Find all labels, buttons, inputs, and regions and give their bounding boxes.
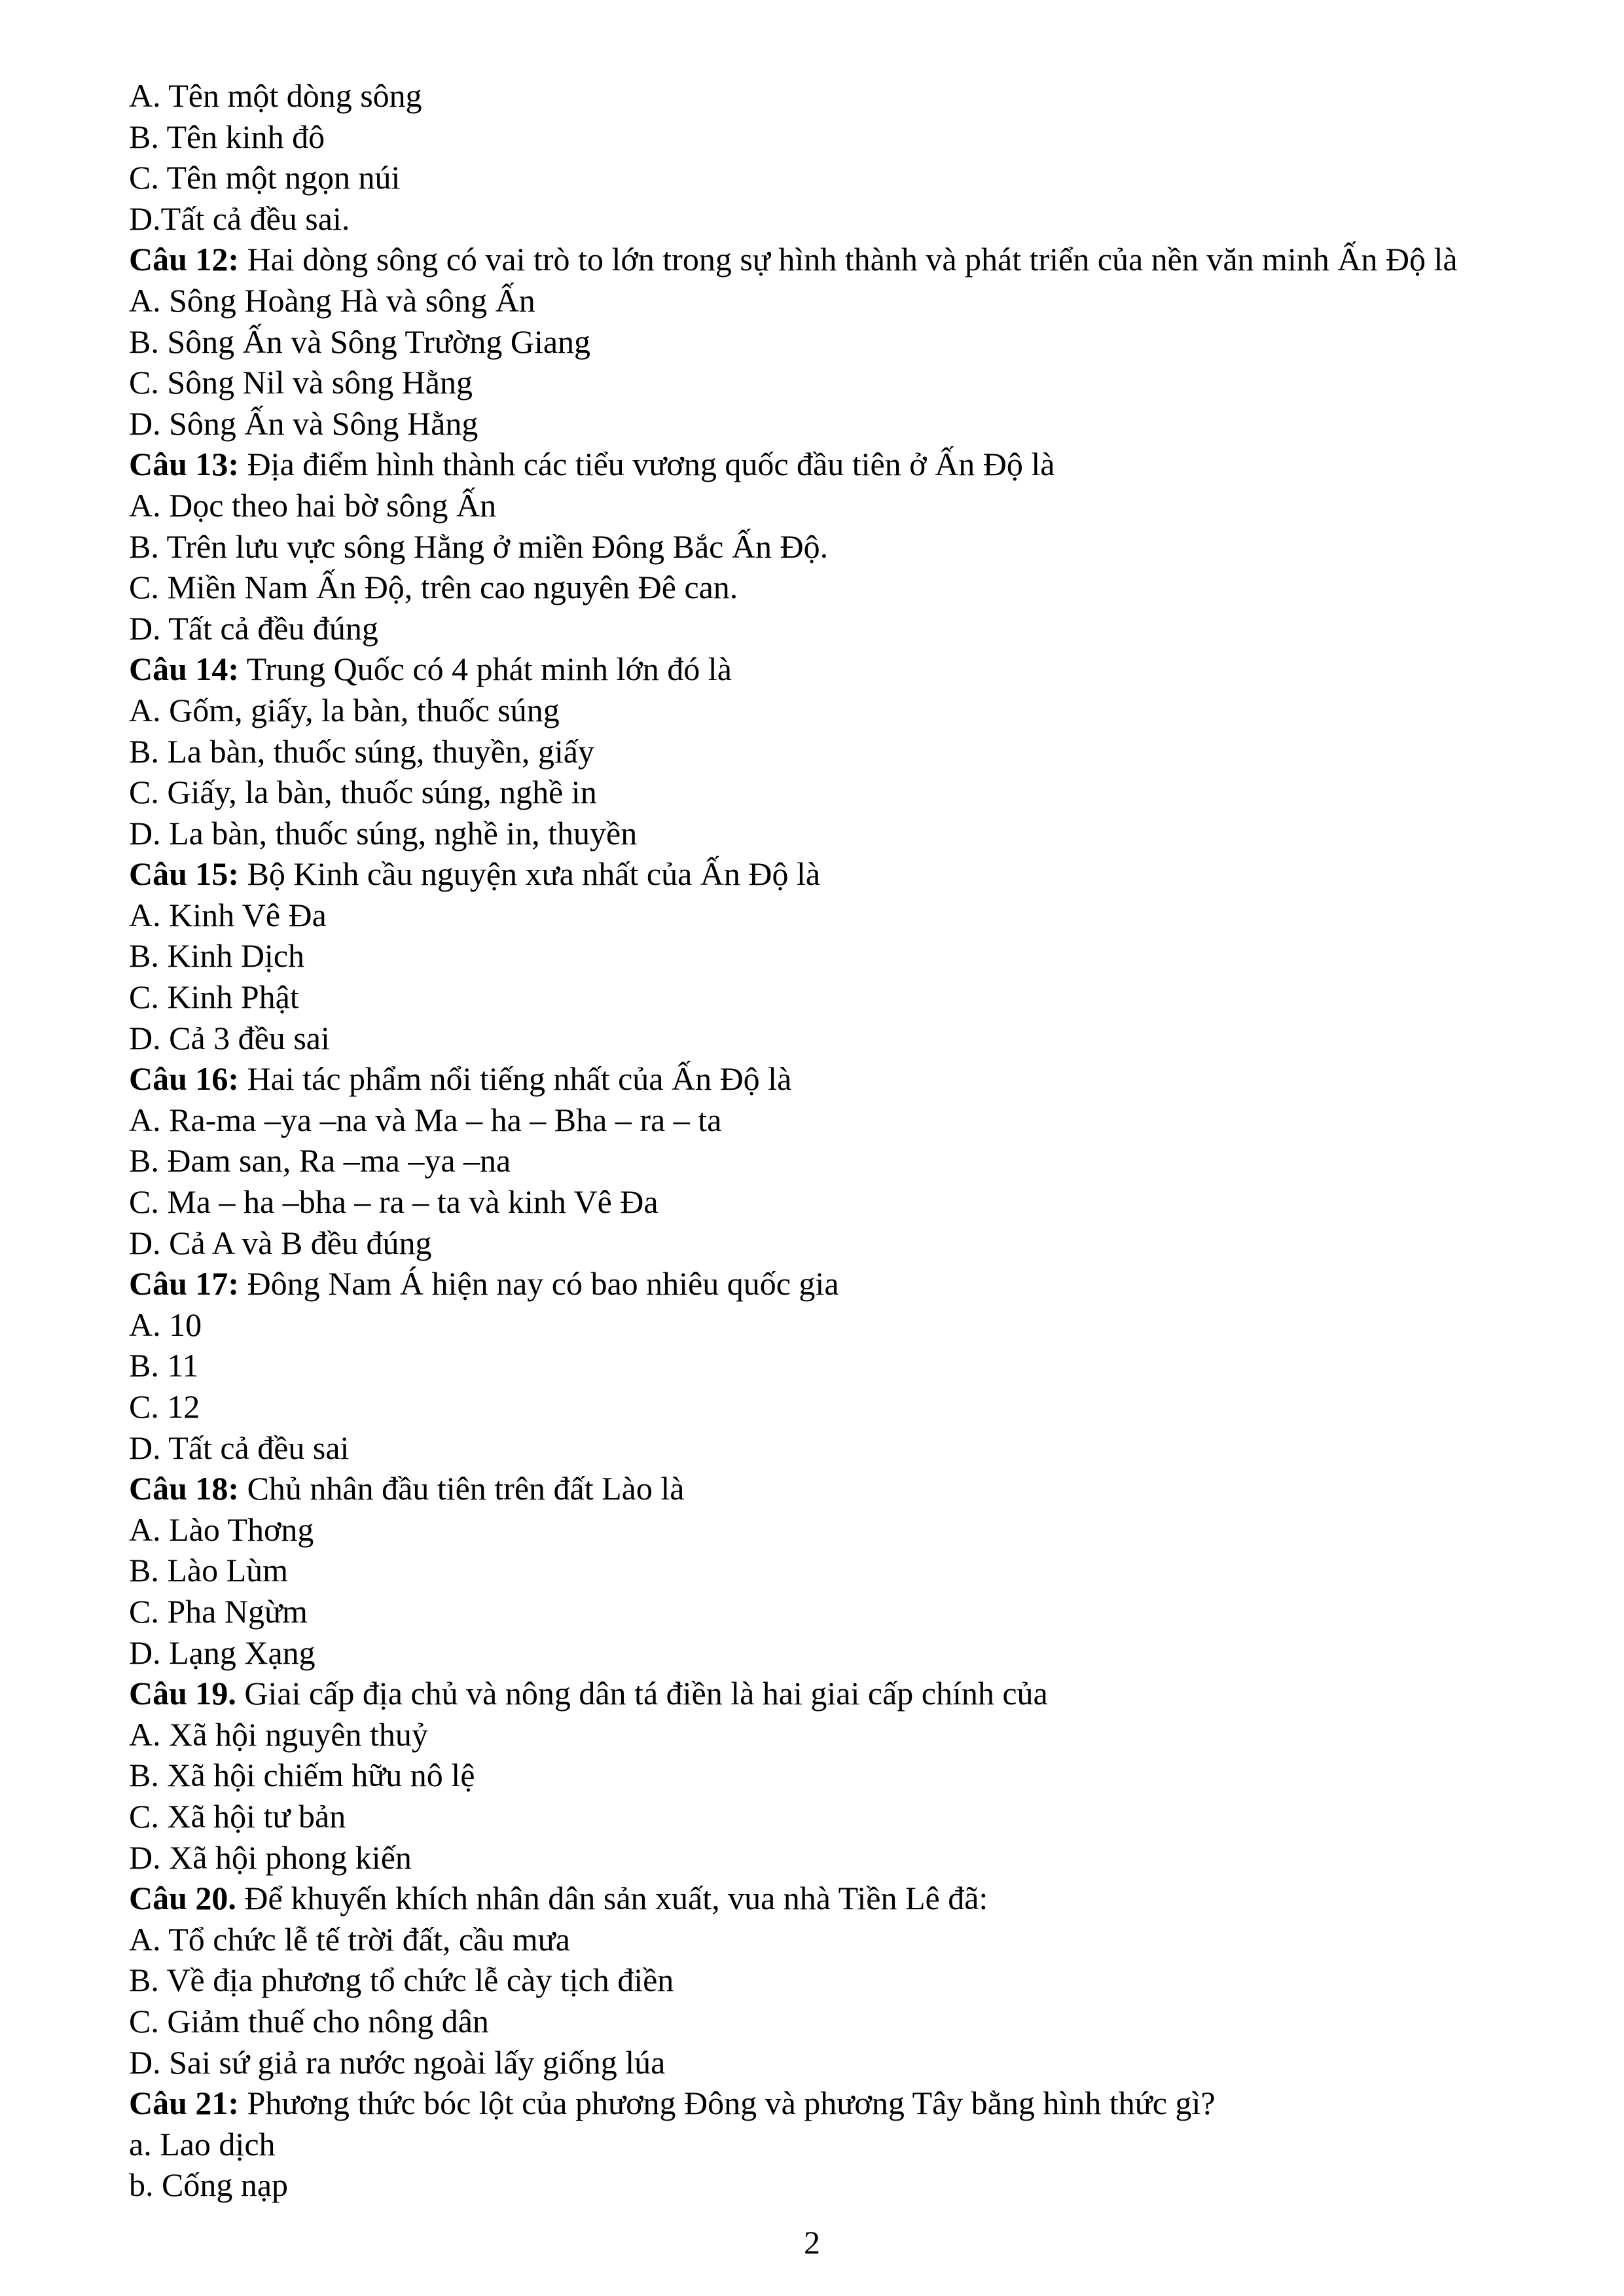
option-line: B. La bàn, thuốc súng, thuyền, giấy xyxy=(129,732,594,770)
option-line: A. 10 xyxy=(129,1306,202,1343)
question-text: Hai tác phẩm nổi tiếng nhất của Ấn Độ là xyxy=(239,1060,792,1098)
option-line: D. Xã hội phong kiến xyxy=(129,1839,412,1876)
question-text: Địa điểm hình thành các tiểu vương quốc đầu tiên ở Ấn Độ là xyxy=(239,446,1055,483)
option-line: D. Lạng Xạng xyxy=(129,1634,316,1671)
option-line: a. Lao dịch xyxy=(129,2125,276,2162)
question-text: Trung Quốc có 4 phát minh lớn đó là xyxy=(239,651,732,688)
question-stem xyxy=(129,1058,1595,1100)
option-line: A. Sông Hoàng Hà và sông Ấn xyxy=(129,281,535,319)
option-line: A. Xã hội nguyên thuỷ xyxy=(129,1715,428,1753)
option-line: b. Cống nạp xyxy=(129,2166,289,2204)
question-text: Chủ nhân đầu tiên trên đất Lào là xyxy=(239,1470,685,1507)
option-line: A. Kinh Vê Đa xyxy=(129,896,327,933)
question-text: Bộ Kinh cầu nguyện xưa nhất của Ấn Độ là xyxy=(239,855,821,893)
page-number: 2 xyxy=(804,2224,820,2261)
option-line: A. Gốm, giấy, la bàn, thuốc súng xyxy=(129,691,560,728)
option-line: C. Giảm thuế cho nông dân xyxy=(129,2002,489,2039)
option-line: C. Pha Ngừm xyxy=(129,1592,308,1630)
question-stem xyxy=(129,2083,1595,2124)
option-line: C. Miền Nam Ấn Độ, trên cao nguyên Đê can. xyxy=(129,569,738,606)
option-line: A. Dọc theo hai bờ sông Ấn xyxy=(129,486,497,524)
question-text: Đông Nam Á hiện nay có bao nhiêu quốc gia xyxy=(239,1265,839,1302)
question-stem xyxy=(129,853,1595,895)
question-label: Câu 20. xyxy=(129,1880,236,1917)
option-line: C. Kinh Phật xyxy=(129,978,299,1016)
question-label: Câu 21: xyxy=(129,2085,240,2122)
option-line: D. Sai sứ giả ra nước ngoài lấy giống lúa xyxy=(129,2043,666,2081)
option-line: C. 12 xyxy=(129,1388,200,1425)
option-line: B. Sông Ấn và Sông Trường Giang xyxy=(129,323,591,360)
question-label: Câu 15: xyxy=(129,855,240,893)
option-line: C. Ma – ha –bha – ra – ta và kinh Vê Đa xyxy=(129,1183,659,1221)
option-line: D.Tất cả đều sai. xyxy=(129,200,350,237)
question-text: Hai dòng sông có vai trò to lớn trong sự hình thành và phát triển của nền văn minh Ấn Độ là xyxy=(239,241,1458,278)
question-stem xyxy=(129,1263,1595,1304)
option-line: D. Cả A và B đều đúng xyxy=(129,1224,432,1261)
question-list xyxy=(129,75,1595,2206)
question-stem xyxy=(129,1468,1595,1509)
option-line: D. Tất cả đều đúng xyxy=(129,609,378,647)
option-line: B. 11 xyxy=(129,1347,199,1384)
option-line: D. La bàn, thuốc súng, nghề in, thuyền xyxy=(129,814,638,852)
option-line: B. Đam san, Ra –ma –ya –na xyxy=(129,1142,511,1179)
option-line: B. Lào Lùm xyxy=(129,1552,289,1589)
question-label: Câu 17: xyxy=(129,1265,240,1302)
question-label: Câu 18: xyxy=(129,1470,240,1507)
question-stem xyxy=(129,239,1595,280)
option-line: C. Xã hội tư bản xyxy=(129,1797,346,1835)
option-line: D. Cả 3 đều sai xyxy=(129,1019,330,1056)
question-stem xyxy=(129,1673,1595,1714)
question-text: Phương thức bóc lột của phương Đông và phương Tây bằng hình thức gì? xyxy=(239,2085,1216,2122)
option-line: B. Trên lưu vực sông Hằng ở miền Đông Bắc Ấn Độ. xyxy=(129,528,829,565)
option-line: D. Sông Ấn và Sông Hằng xyxy=(129,404,478,442)
option-line: C. Sông Nil và sông Hằng xyxy=(129,364,473,401)
option-line: B. Kinh Dịch xyxy=(129,937,305,975)
option-line: A. Ra-ma –ya –na và Ma – ha – Bha – ra – ta xyxy=(129,1101,722,1138)
question-stem xyxy=(129,649,1595,690)
option-line: B. Xã hội chiếm hữu nô lệ xyxy=(129,1757,475,1794)
option-line: A. Tên một dòng sông xyxy=(129,77,422,114)
question-label: Câu 14: xyxy=(129,651,240,688)
question-label: Câu 13: xyxy=(129,446,240,483)
option-line: C. Tên một ngọn núi xyxy=(129,159,401,196)
question-label: Câu 12: xyxy=(129,241,240,278)
question-stem xyxy=(129,1878,1595,1919)
option-line: D. Tất cả đều sai xyxy=(129,1429,350,1466)
question-text: Giai cấp địa chủ và nông dân tá điền là hai giai cấp chính của xyxy=(236,1675,1048,1712)
option-line: A. Tổ chức lễ tế trời đất, cầu mưa xyxy=(129,1920,570,1958)
option-line: B. Về địa phương tổ chức lễ cày tịch điền xyxy=(129,1962,674,1999)
question-stem xyxy=(129,444,1595,485)
question-text: Để khuyến khích nhân dân sản xuất, vua nhà Tiền Lê đã: xyxy=(236,1880,988,1917)
question-label: Câu 16: xyxy=(129,1060,240,1098)
question-label: Câu 19. xyxy=(129,1675,236,1712)
option-line: C. Giấy, la bàn, thuốc súng, nghề in xyxy=(129,774,597,811)
option-line: A. Lào Thơng xyxy=(129,1511,314,1548)
option-line: B. Tên kinh đô xyxy=(129,118,325,155)
